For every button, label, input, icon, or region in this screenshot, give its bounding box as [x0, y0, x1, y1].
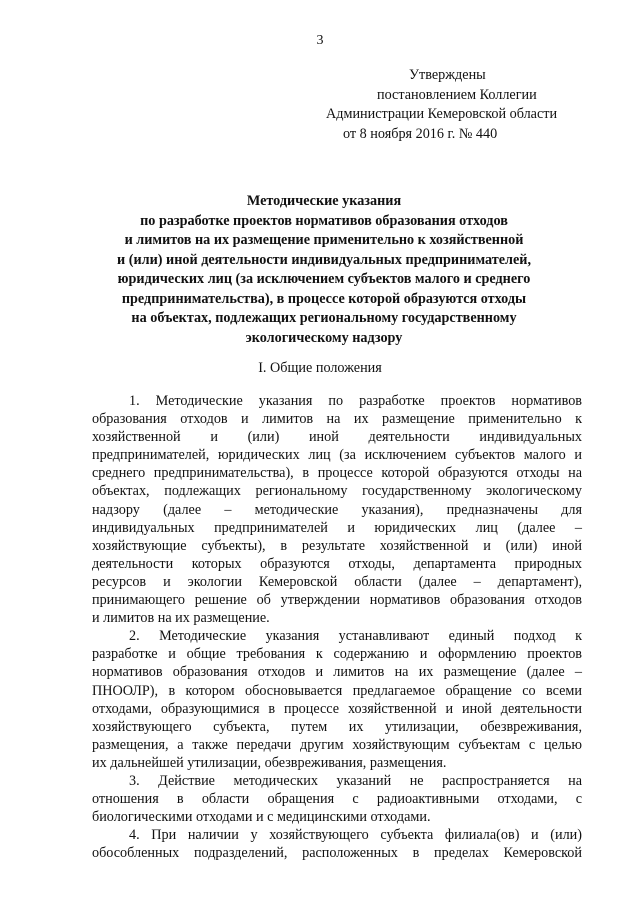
text-line: предпринимателей, юридических лиц (за исключением субъектов малого и: [92, 447, 582, 464]
text-line: нормативов образования отходов и лимитов на их размещение (далее –: [92, 664, 582, 681]
text-line: среднего предпринимательства), в процессе которой образуются отходы на: [92, 465, 582, 482]
approval-block: [326, 66, 626, 144]
paragraph-4: [92, 826, 582, 862]
text-line: отношения в области обращения с радиоактивными отходами, с: [92, 791, 582, 808]
text-line: 2. Методические указания устанавливают единый подход к: [129, 628, 582, 645]
text-line: размещения, а также передачи другим хозяйствующим субъектам с целью: [92, 736, 582, 753]
text-line: деятельности которых образуются отходы, департамента природных: [92, 555, 582, 572]
approval-line: постановлением Коллегии: [377, 86, 537, 103]
text-line: хозяйствующего субъекта, путем их утилизации, обезвреживания,: [92, 718, 582, 735]
page-number: 3: [316, 33, 324, 48]
title-line: Методические указания: [246, 193, 402, 209]
text-line: отходами, образующимися в процессе хозяйственной и иной деятельности: [92, 700, 582, 717]
text-line: и лимитов на их размещение.: [92, 610, 270, 627]
paragraph-3: [92, 772, 582, 826]
text-line: образования отходов и лимитов на их размещение применительно к: [92, 411, 582, 428]
text-line: объектах, подлежащих региональному государственному экологическому: [92, 483, 582, 500]
text-line: биологическими отходами и с медицинскими отходами.: [92, 809, 431, 826]
title-line: и лимитов на их размещение применительно к хозяйственной: [124, 232, 524, 248]
document-title: [90, 192, 558, 348]
text-line: 3. Действие методических указаний не распространяется на: [129, 772, 582, 789]
text-line: 1. Методические указания по разработке проектов нормативов: [129, 393, 582, 409]
text-line: ПНООЛР), в котором обосновывается предлагаемое обращение со всеми: [92, 682, 582, 699]
text-line: 4. При наличии у хозяйствующего субъекта филиала(ов) и (или): [129, 827, 582, 844]
approval-line: Утверждены: [409, 67, 486, 83]
text-line: надзору (далее – методические указания), предназначены для: [92, 501, 582, 518]
title-line: по разработке проектов нормативов образования отходов: [140, 212, 508, 229]
title-line: и (или) иной деятельности индивидуальных предпринимателей,: [117, 251, 531, 268]
approval-line: Администрации Кемеровской области: [326, 106, 558, 122]
text-line: индивидуальных предпринимателей и юридических лиц (далее –: [92, 519, 582, 536]
text-line: разработке и общие требования к содержанию и оформлению проектов: [92, 646, 582, 663]
title-line: предпринимательства), в процессе которой образуются отходы: [121, 290, 527, 307]
title-line: экологическому надзору: [245, 329, 403, 346]
text-line: их дальнейшей утилизации, обезвреживания, размещения.: [92, 754, 447, 771]
section-heading: I. Общие положения: [258, 360, 382, 376]
text-line: хозяйствующие субъекты), в результате хозяйственной и (или) иной: [92, 537, 582, 554]
text-line: хозяйственной и (или) иной деятельности индивидуальных: [92, 429, 582, 446]
approval-line: от 8 ноября 2016 г. № 440: [343, 125, 498, 142]
paragraph-2: [92, 627, 582, 772]
title-line: юридических лиц (за исключением субъектов малого и среднего: [117, 271, 531, 287]
paragraph-1: [92, 392, 582, 627]
text-line: ресурсов и экологии Кемеровской области (далее – департамент),: [92, 573, 582, 590]
title-line: на объектах, подлежащих региональному государственному: [131, 310, 517, 326]
text-line: обособленных подразделений, расположенных в пределах Кемеровской: [92, 845, 582, 862]
text-line: принимающего решение об утверждении нормативов образования отходов: [92, 592, 582, 609]
body-text: [92, 392, 582, 862]
